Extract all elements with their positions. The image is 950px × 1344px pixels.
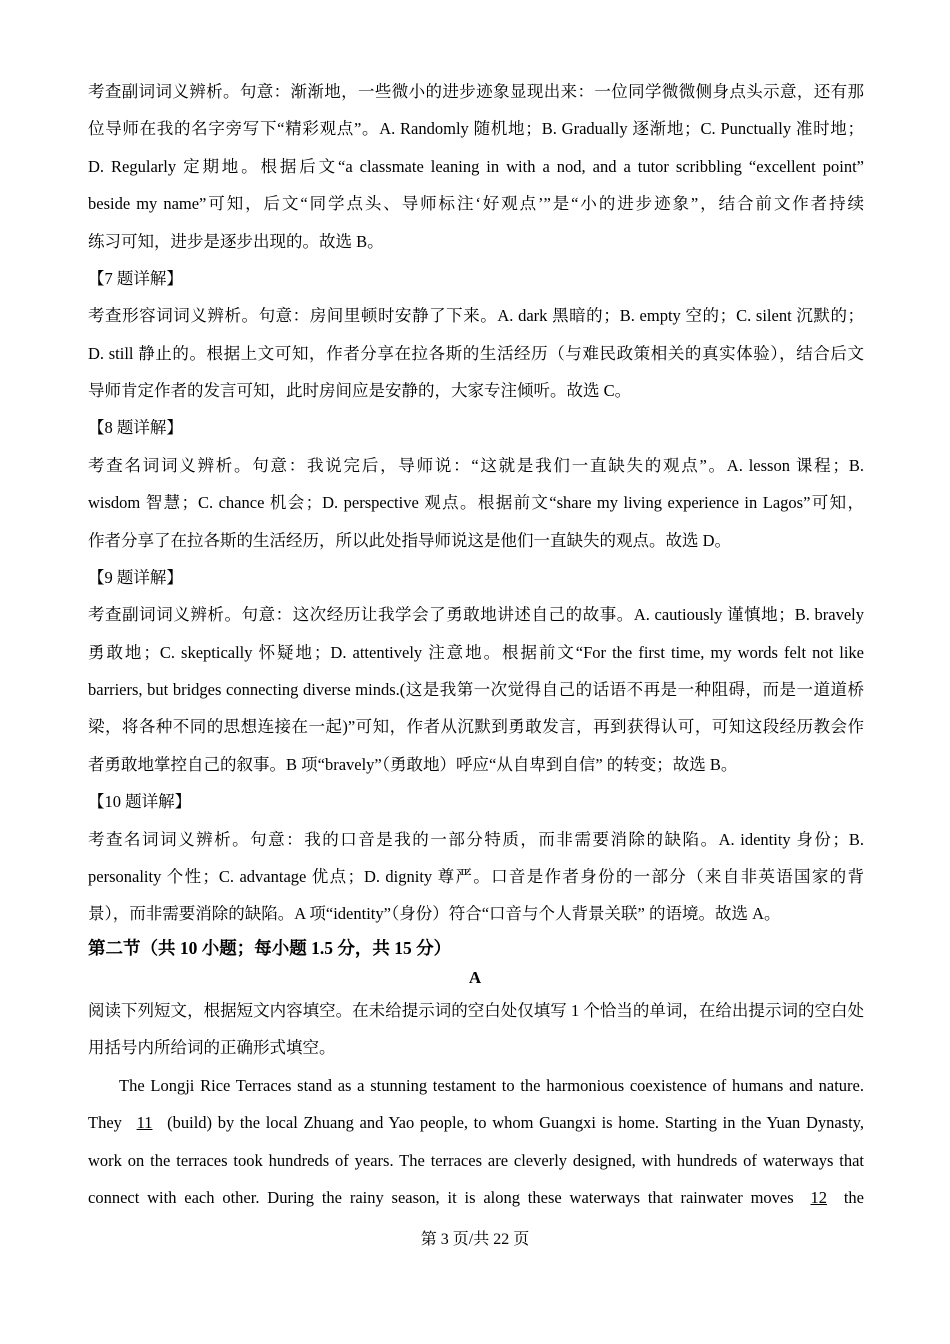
q9-line-2: 勇敢地；C. skeptically 怀疑地；D. attentively 注意地。根据前文“For the first time, my words felt not like: [88, 643, 864, 662]
q8-line-3: 作者分享了在拉各斯的生活经历，所以此处指导师说这是他们一直缺失的观点。故选 D。: [88, 531, 732, 550]
passage-line-4-start: connect with each other. During the rainy season, it is along these waterways that rainwater moves: [88, 1188, 794, 1207]
q6-line-3: D. Regularly 定期地。根据后文“a classmate leaning in with a nod, and a tutor scribbling “excellent point”: [88, 157, 864, 176]
q6-line-5: 练习可知，进步是逐步出现的。故选 B。: [88, 232, 384, 251]
page-number-footer: 第 3 页/共 22 页: [420, 1231, 530, 1248]
q8-heading: 【8 题详解】: [88, 418, 183, 437]
q10-line-1: 考查名词词义辨析。句意：我的口音是我的一部分特质，而非需要消除的缺陷。A. identity 身份；B.: [88, 830, 864, 849]
section-title: 第二节（共 10 小题；每小题 1.5 分，共 15 分）: [88, 938, 452, 958]
passage-line-2-start: They: [88, 1113, 122, 1132]
instructions-line-1: 阅读下列短文，根据短文内容填空。在未给提示词的空白处仅填写 1 个恰当的单词，在给出提示词的空白处: [88, 1001, 864, 1020]
blank-12[interactable]: 12: [810, 1188, 828, 1207]
q10-line-3: 景），而非需要消除的缺陷。A 项“identity”（身份）符合“口音与个人背景关联” 的语境。故选 A。: [88, 904, 781, 923]
q6-line-1: 考查副词词义辨析。句意：渐渐地，一些微小的进步迹象显现出来：一位同学微微侧身点头示意，还有那: [88, 82, 864, 101]
blank-11[interactable]: 11: [136, 1113, 153, 1132]
q8-line-2: wisdom 智慧；C. chance 机会；D. perspective 观点。根据前文“share my living experience in Lagos”可知，: [88, 493, 864, 512]
q7-line-1: 考查形容词词义辨析。句意：房间里顿时安静了下来。A. dark 黑暗的；B. empty 空的；C. silent 沉默的；: [88, 306, 864, 325]
q9-line-3: barriers, but bridges connecting diverse minds.(这是我第一次觉得自己的话语不再是一种阻碍，而是一道道桥: [88, 680, 864, 699]
q7-heading: 【7 题详解】: [88, 269, 183, 288]
q9-line-1: 考查副词词义辨析。句意：这次经历让我学会了勇敢地讲述自己的故事。A. cautiously 谨慎地；B. bravely: [88, 605, 864, 624]
q9-line-5: 者勇敢地掌控自己的叙事。B 项“bravely”（勇敢地）呼应“从自卑到自信” 的转变；故选 B。: [88, 755, 738, 774]
q6-line-2: 位导师在我的名字旁写下“精彩观点”。A. Randomly 随机地；B. Gradually 逐渐地；C. Punctually 准时地；: [88, 119, 864, 138]
passage-line-2-end: (build) by the local Zhuang and Yao people, to whom Guangxi is home. Starting in the Yuan Dynasty,: [167, 1113, 864, 1132]
q9-heading: 【9 题详解】: [88, 568, 183, 587]
q10-line-2: personality 个性；C. advantage 优点；D. dignity 尊严。口音是作者身份的一部分（来自非英语国家的背: [88, 867, 864, 886]
q10-heading: 【10 题详解】: [88, 792, 192, 811]
q8-line-1: 考查名词词义辨析。句意：我说完后，导师说：“这就是我们一直缺失的观点”。A. lesson 课程；B.: [88, 456, 864, 475]
passage-line-2: [88, 1112, 864, 1134]
q6-line-4: beside my name”可知，后文“同学点头、导师标注‘好观点’”是“小的进步迹象”，结合前文作者持续: [88, 194, 864, 213]
q7-line-2: D. still 静止的。根据上文可知，作者分享在拉各斯的生活经历（与难民政策相关的真实体验），结合后文: [88, 344, 864, 363]
q7-line-3: 导师肯定作者的发言可知，此时房间应是安静的，大家专注倾听。故选 C。: [88, 381, 632, 400]
passage-line-3: work on the terraces took hundreds of years. The terraces are cleverly designed, with hundreds of waterways that: [88, 1151, 864, 1170]
part-label: A: [468, 968, 482, 987]
q9-line-4: 梁，将各种不同的思想连接在一起)”可知，作者从沉默到勇敢发言，再到获得认可，可知这段经历教会作: [88, 717, 864, 736]
instructions-line-2: 用括号内所给词的正确形式填空。: [88, 1038, 336, 1057]
passage-line-4: [88, 1187, 864, 1209]
passage-line-4-end: the: [843, 1188, 865, 1207]
passage-line-1: The Longji Rice Terraces stand as a stunning testament to the harmonious coexistence of humans and nature.: [119, 1076, 864, 1095]
